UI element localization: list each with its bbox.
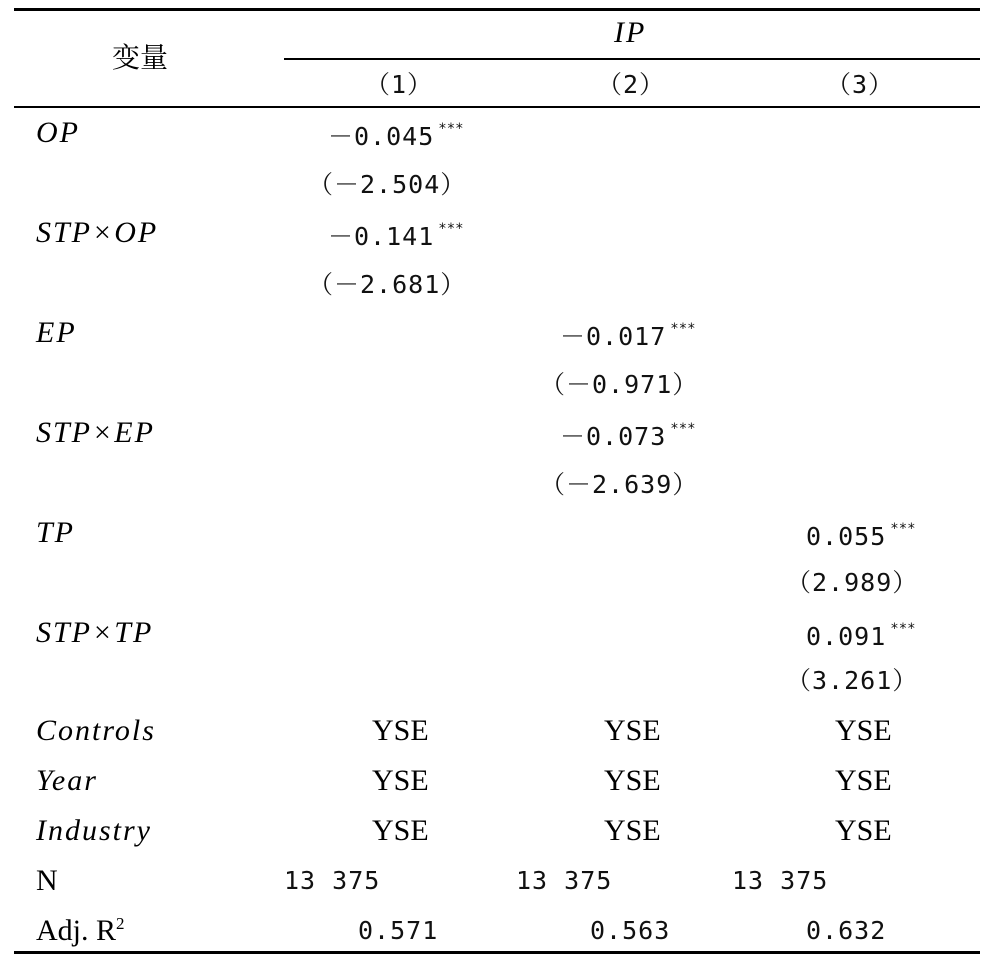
controls-col-1: YSE [372, 714, 429, 747]
adj-r2-col-3: 0.632 [806, 916, 887, 945]
row-label-stp-tp: STP×TP [36, 616, 154, 649]
tstat-stp-ep: （－2.639） [540, 470, 699, 499]
year-col-3: YSE [835, 764, 892, 797]
column-header-1: （1） [365, 70, 434, 99]
coef-value: 0.055 [806, 522, 887, 551]
controls-col-3: YSE [835, 714, 892, 747]
coef-value: －0.045 [328, 122, 435, 151]
row-label-stp-ep: STP×EP [36, 416, 155, 449]
tstat-ep: （－0.971） [540, 370, 699, 399]
coef-value: －0.073 [560, 422, 667, 451]
coef-stp-tp [806, 622, 916, 649]
header-bottom-rule [14, 106, 980, 108]
n-col-1: 13 375 [284, 866, 381, 895]
year-col-2: YSE [604, 764, 661, 797]
coef-stp-ep [560, 422, 696, 449]
tstat-stp-op: （－2.681） [308, 270, 467, 299]
adj-r2-col-1: 0.571 [358, 916, 439, 945]
row-label-adj-r2 [36, 916, 125, 946]
coef-value: －0.141 [328, 222, 435, 251]
top-rule [14, 8, 980, 11]
column-header-2: （2） [597, 70, 666, 99]
year-col-1: YSE [372, 764, 429, 797]
tstat-tp: （2.989） [786, 568, 919, 597]
coef-stp-op [328, 222, 464, 249]
dependent-variable-header: IP [614, 16, 647, 49]
bottom-rule [14, 951, 980, 954]
industry-col-1: YSE [372, 814, 429, 847]
coef-tp [806, 522, 916, 549]
row-label-controls: Controls [36, 714, 156, 747]
industry-col-2: YSE [604, 814, 661, 847]
adj-r2-label: Adj. R [36, 914, 117, 947]
row-label-industry: Industry [36, 814, 152, 847]
row-label-stp-op: STP×OP [36, 216, 159, 249]
coef-ep [560, 322, 696, 349]
adj-r2-superscript: 2 [116, 914, 125, 933]
industry-col-3: YSE [835, 814, 892, 847]
n-col-3: 13 375 [732, 866, 829, 895]
coef-op [328, 122, 464, 149]
coef-value: －0.017 [560, 322, 667, 351]
significance-stars: *** [670, 421, 696, 437]
row-label-op: OP [36, 116, 80, 149]
significance-stars: *** [670, 321, 696, 337]
row-label-header: 变量 [112, 41, 169, 74]
significance-stars: *** [890, 621, 916, 637]
row-label-year: Year [36, 764, 98, 797]
significance-stars: *** [438, 221, 464, 237]
row-label-ep: EP [36, 316, 77, 349]
row-label-n: N [36, 864, 58, 897]
row-label-tp: TP [36, 516, 76, 549]
header-sub-rule [284, 58, 980, 60]
tstat-stp-tp: （3.261） [786, 666, 919, 695]
column-header-3: （3） [826, 70, 895, 99]
adj-r2-col-2: 0.563 [590, 916, 671, 945]
tstat-op: （－2.504） [308, 170, 467, 199]
significance-stars: *** [890, 521, 916, 537]
n-col-2: 13 375 [516, 866, 613, 895]
coef-value: 0.091 [806, 622, 887, 651]
significance-stars: *** [438, 121, 464, 137]
controls-col-2: YSE [604, 714, 661, 747]
